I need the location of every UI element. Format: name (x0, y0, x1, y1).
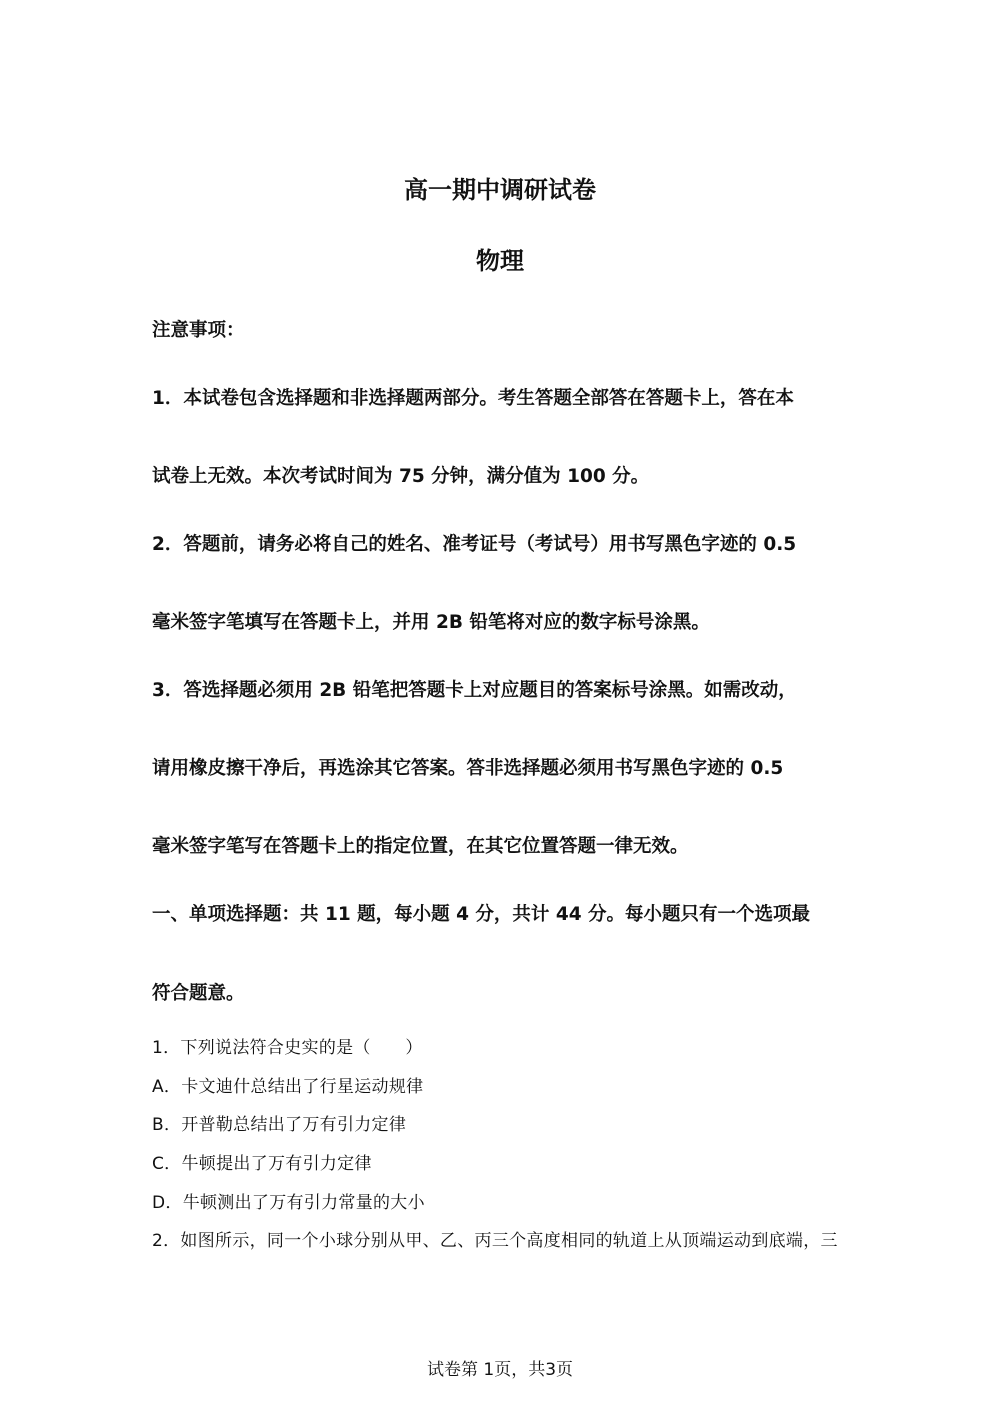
question-2-stem: 2．如图所示，同一个小球分别从甲、乙、丙三个高度相同的轨道上从顶端运动到底端，三 (152, 1231, 838, 1251)
notice-line-6: 请用橡皮擦干净后，再选涂其它答案。答非选择题必须用书写黑色字迹的 0.5 (152, 758, 784, 779)
question-1-stem: 1．下列说法符合史实的是（ ） (152, 1038, 423, 1058)
notice-line-3: 2．答题前，请务必将自己的姓名、准考证号（考试号）用书写黑色字迹的 0.5 (152, 534, 797, 555)
notice-line-2: 试卷上无效。本次考试时间为 75 分钟，满分值为 100 分。 (152, 466, 650, 487)
notice-line-4: 毫米签字笔填写在答题卡上，并用 2B 铅笔将对应的数字标号涂黑。 (152, 612, 710, 633)
question-1-option-a: A．卡文迪什总结出了行星运动规律 (152, 1077, 424, 1097)
notice-line-1: 1．本试卷包含选择题和非选择题两部分。考生答题全部答在答题卡上，答在本 (152, 388, 794, 409)
exam-title: 高一期中调研试卷 (404, 176, 596, 204)
notice-line-7: 毫米签字笔写在答题卡上的指定位置，在其它位置答题一律无效。 (152, 836, 689, 857)
question-1-option-c: C．牛顿提出了万有引力定律 (152, 1154, 372, 1174)
section-heading-line-1: 一、单项选择题：共 11 题，每小题 4 分，共计 44 分。每小题只有一个选项最 (152, 904, 811, 925)
notice-heading: 注意事项： (152, 320, 245, 341)
question-1-option-d: D．牛顿测出了万有引力常量的大小 (152, 1193, 425, 1213)
notice-line-5: 3．答选择题必须用 2B 铅笔把答题卡上对应题目的答案标号涂黑。如需改动， (152, 680, 797, 701)
section-heading-line-2: 符合题意。 (152, 983, 245, 1004)
subject-title: 物理 (476, 247, 524, 275)
page-footer: 试卷第 1页，共3页 (426, 1360, 574, 1380)
question-1-option-b: B．开普勒总结出了万有引力定律 (152, 1115, 407, 1135)
